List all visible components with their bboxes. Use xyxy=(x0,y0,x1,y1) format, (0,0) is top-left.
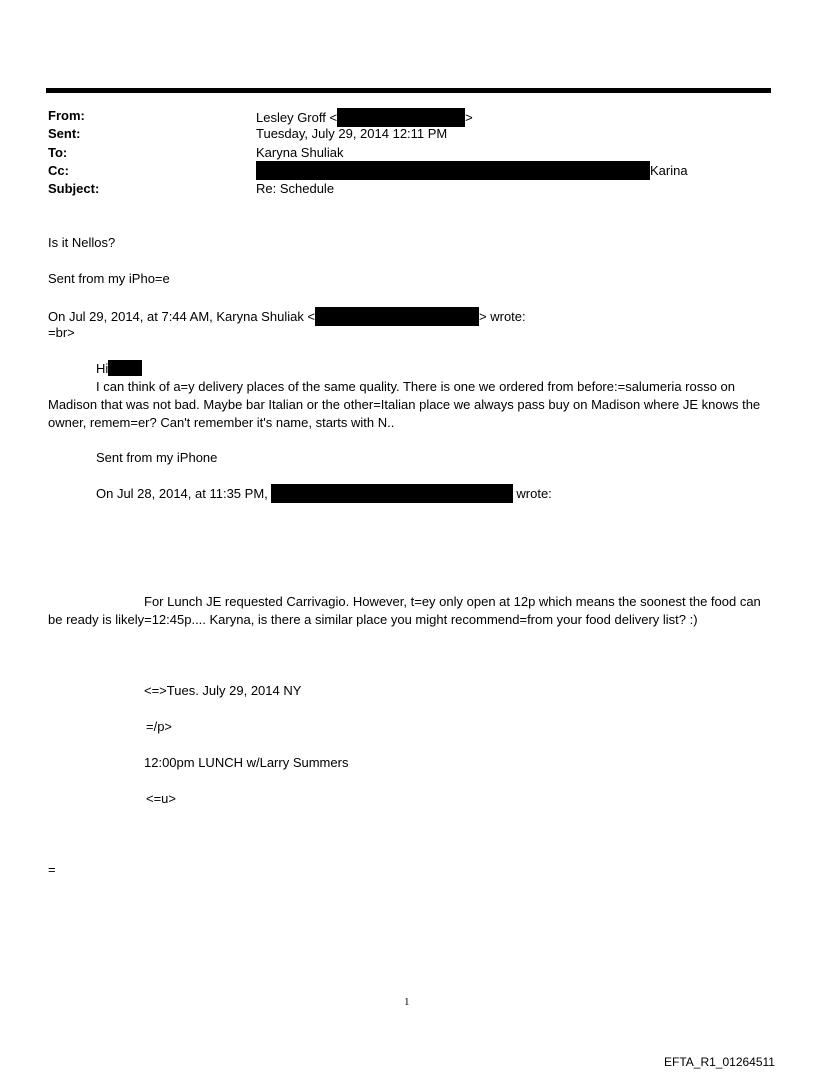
body-line: Sent from my iPhone xyxy=(96,450,218,465)
subject-label: Subject: xyxy=(48,181,100,196)
quote-prefix: On Jul 29, 2014, at 7:44 AM, Karyna Shuliak < xyxy=(48,309,316,324)
header-rule xyxy=(46,88,771,93)
body-line: <=u> xyxy=(146,791,177,806)
schedule-item: 12:00pm LUNCH w/Larry Summers xyxy=(144,755,349,770)
quote-prefix: On Jul 28, 2014, at 11:35 PM, xyxy=(96,486,268,501)
greeting-text: Hi xyxy=(96,361,109,376)
from-value xyxy=(256,108,473,127)
page-number: 1 xyxy=(404,996,410,1008)
cc-label: Cc: xyxy=(48,163,69,178)
request-paragraph: For Lunch JE requested Carrivagio. However, t=ey only open at 12p which means the soonest the food can be ready is likely=12:45p.... Karyna, is there a similar place you might recommend=from your food delivery list? :) xyxy=(48,594,761,627)
body-line: =br> xyxy=(48,325,75,340)
sent-value: Tuesday, July 29, 2014 12:11 PM xyxy=(256,126,448,141)
body-line: = xyxy=(48,862,56,877)
greeting xyxy=(96,360,142,376)
redaction-block xyxy=(315,307,479,326)
sent-label: Sent: xyxy=(48,126,81,141)
quote-header xyxy=(48,307,526,326)
subject-value: Re: Schedule xyxy=(256,181,335,196)
quote-suffix: wrote: xyxy=(516,486,552,501)
to-label: To: xyxy=(48,145,68,160)
from-close: > xyxy=(465,110,473,125)
from-label: From: xyxy=(48,108,85,123)
from-name: Lesley Groff < xyxy=(256,110,338,125)
cc-value xyxy=(256,161,688,180)
schedule-date: <=>Tues. July 29, 2014 NY xyxy=(144,683,302,698)
redaction-block xyxy=(108,360,142,376)
redaction-block xyxy=(337,108,465,127)
redaction-block xyxy=(256,161,650,180)
quote-suffix: > wrote: xyxy=(479,309,526,324)
body-line: Is it Nellos? xyxy=(48,235,116,250)
cc-suffix: Karina xyxy=(650,163,688,178)
to-value: Karyna Shuliak xyxy=(256,145,344,160)
document-id: EFTA_R1_01264511 xyxy=(664,1055,775,1069)
quote-header xyxy=(96,484,552,503)
body-line: =/p> xyxy=(146,719,173,734)
body-line: Sent from my iPho=e xyxy=(48,271,170,286)
redaction-block xyxy=(271,484,513,503)
reply-paragraph: I can think of a=y delivery places of the same quality. There is one we ordered from before:=salumeria rosso on Madison that was not bad. Maybe bar Italian or the other=Italian place we always pass buy on Madison where JE knows the owner, remem=er? Can't remember it's name, starts with N.. xyxy=(48,379,761,430)
